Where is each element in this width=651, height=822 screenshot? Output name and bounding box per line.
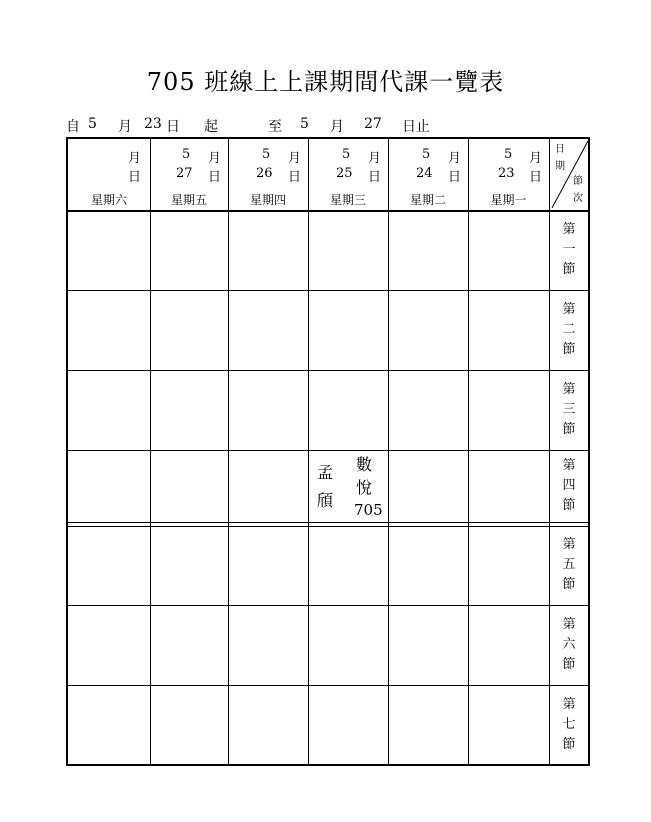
- header-day: 25: [336, 166, 353, 181]
- period-char: 第: [562, 302, 576, 317]
- entry-class: 705: [354, 501, 383, 519]
- row-divider: [68, 605, 588, 606]
- period-char: 二: [562, 322, 576, 337]
- header-day: 23: [498, 166, 515, 181]
- header-weekday: 星期一: [490, 193, 527, 207]
- corner-period-char: 節: [573, 176, 583, 187]
- date-from-month-unit: 月: [118, 119, 132, 135]
- period-char: 五: [562, 557, 576, 572]
- date-start-label: 起: [204, 119, 218, 135]
- period-char: 節: [562, 262, 576, 277]
- header-day-unit: 日: [529, 170, 543, 185]
- date-range: [66, 116, 626, 136]
- period-char: 一: [562, 242, 576, 257]
- noon-divider: [68, 522, 588, 527]
- corner-date-label: [554, 141, 566, 175]
- row-divider: [68, 450, 588, 451]
- period-label-5: [550, 535, 588, 595]
- header-day-unit: 日: [448, 170, 462, 185]
- header-day-unit: 日: [288, 170, 302, 185]
- corner-period-label: [572, 173, 584, 207]
- header-weekday: 星期四: [249, 193, 286, 207]
- header-weekday: 星期二: [409, 193, 446, 207]
- period-char: 四: [562, 478, 576, 493]
- header-weekday: 星期六: [90, 193, 127, 207]
- header-day-unit: 日: [368, 170, 382, 185]
- header-day-unit: 日: [208, 170, 222, 185]
- period-char: 三: [562, 402, 576, 417]
- period-char: 第: [562, 697, 576, 712]
- date-to-label: 至: [268, 119, 282, 135]
- header-day: 27: [176, 166, 193, 181]
- header-day: 24: [416, 166, 433, 181]
- corner-date-char: 期: [555, 161, 565, 172]
- row-divider: [68, 685, 588, 686]
- period-char: 節: [562, 737, 576, 752]
- column-divider: [308, 139, 309, 764]
- period-char: 節: [562, 422, 576, 437]
- header-day-unit: 日: [128, 170, 142, 185]
- date-end-label: 日止: [402, 119, 430, 135]
- entry-teacher-char: 頎: [317, 491, 334, 510]
- entry-teacher-char: 孟: [317, 463, 334, 482]
- period-label-7: [550, 695, 588, 755]
- header-day: 26: [256, 166, 273, 181]
- period-char: 第: [562, 222, 576, 237]
- header-month-unit: 月: [288, 151, 302, 166]
- header-month-unit: 月: [448, 151, 462, 166]
- period-char: 七: [562, 717, 576, 732]
- column-divider: [388, 139, 389, 764]
- entry-subject-char: 悅: [356, 478, 373, 497]
- period-label-3: [550, 380, 588, 440]
- period-char: 第: [562, 382, 576, 397]
- date-from-day-unit: 日: [166, 119, 180, 135]
- period-char: 節: [562, 498, 576, 513]
- corner-date-char: 日: [555, 144, 565, 155]
- period-char: 節: [562, 657, 576, 672]
- header-month: 5: [504, 147, 513, 162]
- corner-period-char: 次: [573, 193, 583, 204]
- row-divider: [68, 290, 588, 291]
- date-to-month-unit: 月: [330, 119, 344, 135]
- header-weekday: 星期三: [329, 193, 366, 207]
- period-label-4: [550, 456, 588, 516]
- page-title: 705 班線上上課期間代課一覽表: [146, 68, 505, 96]
- period-char: 六: [562, 637, 576, 652]
- column-divider: [228, 139, 229, 764]
- period-char: 節: [562, 577, 576, 592]
- period-label-1: [550, 220, 588, 280]
- header-month: 5: [262, 147, 271, 162]
- header-month-unit: 月: [208, 151, 222, 166]
- period-char: 第: [562, 537, 576, 552]
- period-char: 節: [562, 342, 576, 357]
- header-month-unit: 月: [368, 151, 382, 166]
- entry-subject-char: 數: [356, 455, 373, 474]
- date-from-label: 自: [66, 119, 80, 135]
- header-month-unit: 月: [529, 151, 543, 166]
- row-divider: [68, 370, 588, 371]
- schedule-table: [66, 137, 590, 766]
- header-month: 5: [342, 147, 351, 162]
- period-char: 第: [562, 617, 576, 632]
- period-label-2: [550, 300, 588, 360]
- header-divider: [68, 210, 588, 212]
- period-label-6: [550, 615, 588, 675]
- date-from-month: 5: [88, 116, 97, 132]
- column-divider: [150, 139, 151, 764]
- column-divider: [468, 139, 469, 764]
- date-to-month: 5: [300, 116, 309, 132]
- header-month: 5: [422, 147, 431, 162]
- date-from-day: 23: [144, 116, 162, 132]
- header-month: 5: [182, 147, 191, 162]
- header-month-unit: 月: [128, 151, 142, 166]
- date-to-day: 27: [364, 116, 382, 132]
- header-weekday: 星期五: [170, 193, 207, 207]
- period-char: 第: [562, 458, 576, 473]
